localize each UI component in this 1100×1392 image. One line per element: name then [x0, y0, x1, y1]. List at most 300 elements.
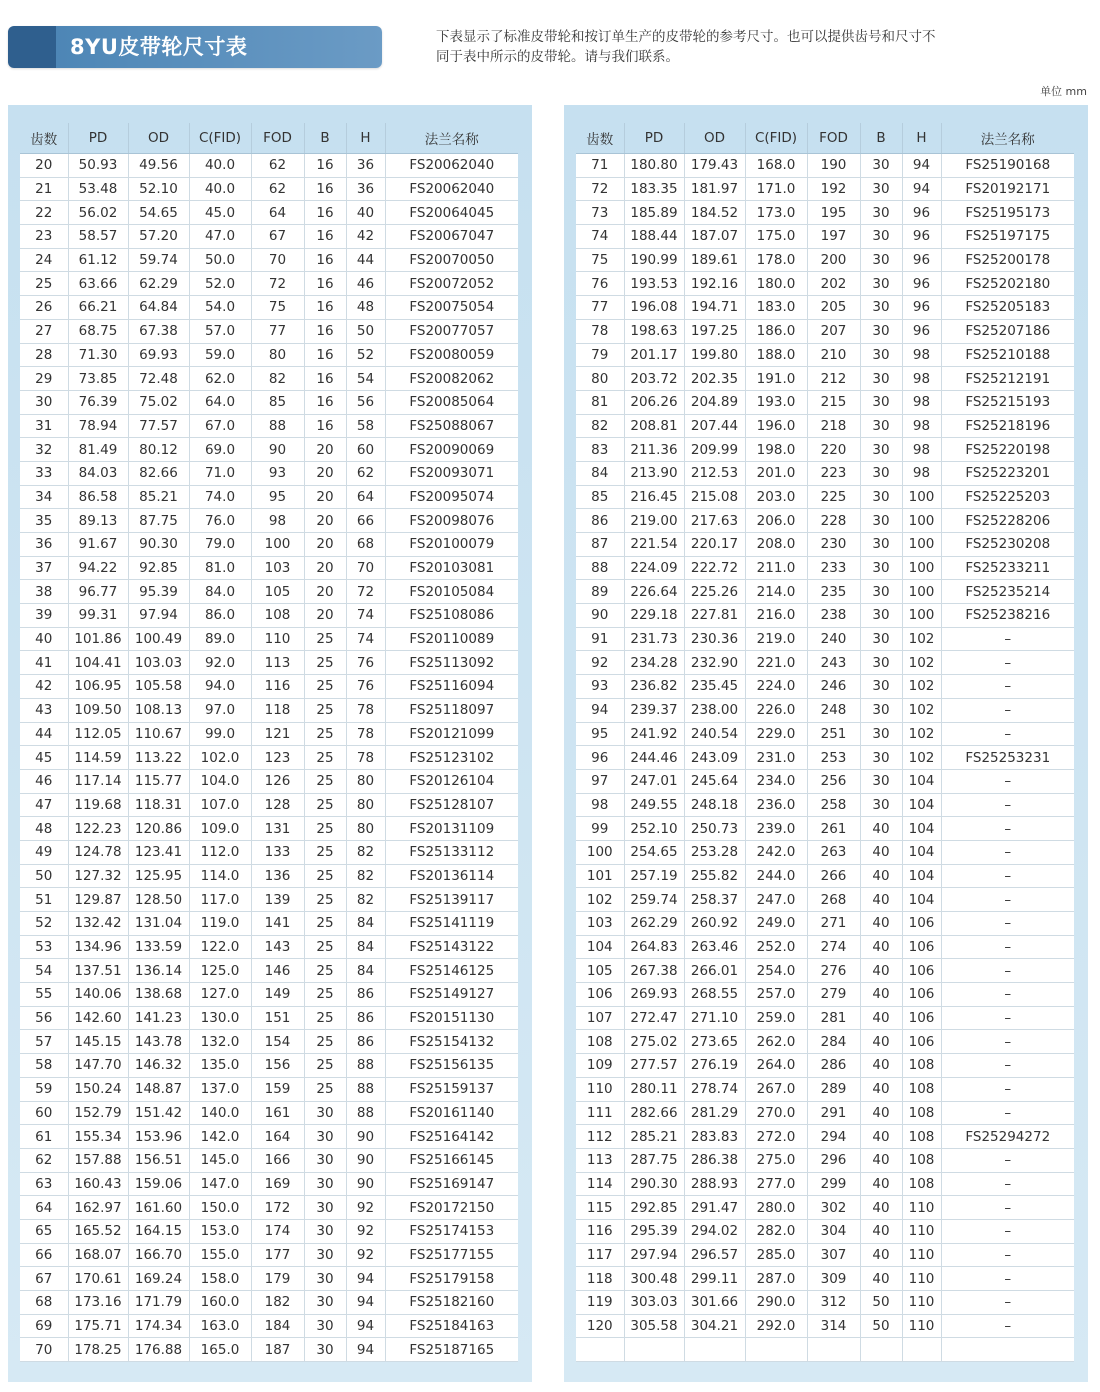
table-row — [576, 533, 1074, 557]
cell-teeth: 82 — [576, 414, 624, 438]
cell-fod: 82 — [251, 367, 304, 391]
cell-teeth: 39 — [20, 604, 68, 628]
cell-fod: 121 — [251, 722, 304, 746]
table-row — [576, 1243, 1074, 1267]
cell-b: 40 — [860, 864, 902, 888]
cell-pd: 94.22 — [68, 556, 128, 580]
cell-od: 100.49 — [128, 627, 189, 651]
cell-flange-name: FS25228206 — [941, 509, 1074, 533]
table-row — [576, 651, 1074, 675]
cell-teeth: 88 — [576, 556, 624, 580]
table-row — [576, 1172, 1074, 1196]
cell-c-fid: 86.0 — [189, 604, 251, 628]
cell-c-fid: 198.0 — [745, 438, 807, 462]
table-header — [20, 123, 518, 154]
cell-od: 225.26 — [684, 580, 745, 604]
cell-c-fid: 191.0 — [745, 367, 807, 391]
cell-flange-name: FS25141119 — [385, 912, 518, 936]
cell-c-fid: 135.0 — [189, 1054, 251, 1078]
table-row — [576, 1338, 1074, 1362]
cell-h: 102 — [902, 722, 941, 746]
cell-fod: 103 — [251, 556, 304, 580]
cell-h: 46 — [346, 272, 385, 296]
cell-flange-name: FS25149127 — [385, 983, 518, 1007]
table-row — [20, 1196, 518, 1220]
cell-teeth: 41 — [20, 651, 68, 675]
table-row — [20, 651, 518, 675]
cell-c-fid: 142.0 — [189, 1125, 251, 1149]
cell-h: 66 — [346, 509, 385, 533]
cell-h: 108 — [902, 1172, 941, 1196]
cell-od: 133.59 — [128, 935, 189, 959]
pulley-table-right — [576, 123, 1074, 1362]
cell-flange-name: FS20093071 — [385, 461, 518, 485]
cell-od: 238.00 — [684, 698, 745, 722]
cell-c-fid: 107.0 — [189, 793, 251, 817]
header-teeth: 齿数 — [20, 123, 68, 154]
cell-h: 48 — [346, 296, 385, 320]
table-row — [20, 746, 518, 770]
cell-pd: 96.77 — [68, 580, 128, 604]
cell-od: 202.35 — [684, 367, 745, 391]
cell-h: 104 — [902, 888, 941, 912]
cell-flange-name: – — [941, 698, 1074, 722]
cell-teeth: 80 — [576, 367, 624, 391]
cell-pd: 292.85 — [624, 1196, 684, 1220]
cell-b: 20 — [304, 438, 346, 462]
cell-pd: 226.64 — [624, 580, 684, 604]
cell-c-fid: 244.0 — [745, 864, 807, 888]
table-row — [576, 1219, 1074, 1243]
cell-fod: 172 — [251, 1196, 304, 1220]
cell-b: 40 — [860, 888, 902, 912]
cell-od: 194.71 — [684, 296, 745, 320]
cell-od: 64.84 — [128, 296, 189, 320]
title-banner — [8, 26, 382, 68]
cell-fod: 110 — [251, 627, 304, 651]
cell-flange-name: FS25197175 — [941, 225, 1074, 249]
table-row — [576, 959, 1074, 983]
cell-b: 25 — [304, 888, 346, 912]
cell-flange-name: FS25238216 — [941, 604, 1074, 628]
cell-teeth: 108 — [576, 1030, 624, 1054]
cell-flange-name: FS20067047 — [385, 225, 518, 249]
cell-teeth: 42 — [20, 675, 68, 699]
cell-b: 20 — [304, 556, 346, 580]
cell-od: 250.73 — [684, 817, 745, 841]
cell-h: 96 — [902, 248, 941, 272]
cell-fod: 261 — [807, 817, 860, 841]
cell-fod: 228 — [807, 509, 860, 533]
cell-h: 100 — [902, 580, 941, 604]
cell-teeth: 93 — [576, 675, 624, 699]
cell-fod: 136 — [251, 864, 304, 888]
cell-od: 304.21 — [684, 1314, 745, 1338]
table-row — [20, 675, 518, 699]
cell-b: 40 — [860, 817, 902, 841]
cell-pd: 137.51 — [68, 959, 128, 983]
cell-h: 106 — [902, 912, 941, 936]
cell-flange-name: – — [941, 651, 1074, 675]
cell-flange-name: – — [941, 675, 1074, 699]
cell-c-fid: 287.0 — [745, 1267, 807, 1291]
cell-teeth: 29 — [20, 367, 68, 391]
cell-fod: 72 — [251, 272, 304, 296]
cell-b: 25 — [304, 1077, 346, 1101]
cell-h: 80 — [346, 793, 385, 817]
cell-h: 70 — [346, 556, 385, 580]
cell-pd: 73.85 — [68, 367, 128, 391]
cell-flange-name: FS25182160 — [385, 1291, 518, 1315]
cell-h: 110 — [902, 1219, 941, 1243]
cell-c-fid: 130.0 — [189, 1006, 251, 1030]
header-b: B — [860, 123, 902, 154]
table-row — [20, 201, 518, 225]
cell-flange-name: FS25156135 — [385, 1054, 518, 1078]
cell-fod: 131 — [251, 817, 304, 841]
table-row — [576, 225, 1074, 249]
cell-teeth: 53 — [20, 935, 68, 959]
table-row — [20, 177, 518, 201]
cell-od: 77.57 — [128, 414, 189, 438]
cell-c-fid: 89.0 — [189, 627, 251, 651]
cell-od: 230.36 — [684, 627, 745, 651]
cell-od: 235.45 — [684, 675, 745, 699]
cell-pd: 206.26 — [624, 390, 684, 414]
cell-h: 80 — [346, 769, 385, 793]
cell-flange-name: FS25166145 — [385, 1148, 518, 1172]
cell-h: 92 — [346, 1243, 385, 1267]
cell-c-fid: 97.0 — [189, 698, 251, 722]
cell-h: 74 — [346, 604, 385, 628]
cell-teeth: 51 — [20, 888, 68, 912]
cell-pd: 122.23 — [68, 817, 128, 841]
cell-b: 16 — [304, 272, 346, 296]
cell-pd: 86.58 — [68, 485, 128, 509]
header-teeth: 齿数 — [576, 123, 624, 154]
cell-b: 40 — [860, 912, 902, 936]
cell-b: 25 — [304, 840, 346, 864]
cell-b: 25 — [304, 746, 346, 770]
cell-pd: 305.58 — [624, 1314, 684, 1338]
cell-od: 217.63 — [684, 509, 745, 533]
cell-fod: 161 — [251, 1101, 304, 1125]
cell-od: 266.01 — [684, 959, 745, 983]
cell-flange-name: FS25116094 — [385, 675, 518, 699]
cell-h — [902, 1338, 941, 1362]
cell-b: 30 — [304, 1148, 346, 1172]
cell-pd: 216.45 — [624, 485, 684, 509]
table-row — [20, 438, 518, 462]
cell-b: 40 — [860, 1101, 902, 1125]
cell-flange-name: FS25205183 — [941, 296, 1074, 320]
cell-fod: 123 — [251, 746, 304, 770]
cell-b: 30 — [860, 556, 902, 580]
cell-c-fid: 196.0 — [745, 414, 807, 438]
cell-b: 30 — [860, 390, 902, 414]
cell-teeth: 101 — [576, 864, 624, 888]
cell-teeth: 28 — [20, 343, 68, 367]
cell-pd: 145.15 — [68, 1030, 128, 1054]
cell-flange-name: – — [941, 769, 1074, 793]
cell-teeth: 22 — [20, 201, 68, 225]
cell-fod: 174 — [251, 1219, 304, 1243]
cell-c-fid: 153.0 — [189, 1219, 251, 1243]
cell-fod: 289 — [807, 1077, 860, 1101]
cell-c-fid: 84.0 — [189, 580, 251, 604]
cell-c-fid: 69.0 — [189, 438, 251, 462]
cell-od: 67.38 — [128, 319, 189, 343]
cell-fod: 251 — [807, 722, 860, 746]
cell-h: 96 — [902, 201, 941, 225]
cell-teeth: 70 — [20, 1338, 68, 1362]
cell-fod: 279 — [807, 983, 860, 1007]
cell-teeth: 74 — [576, 225, 624, 249]
table-panel-right — [564, 105, 1088, 1382]
table-row — [20, 1077, 518, 1101]
cell-h: 98 — [902, 461, 941, 485]
cell-teeth: 100 — [576, 840, 624, 864]
cell-teeth: 67 — [20, 1267, 68, 1291]
cell-c-fid: 214.0 — [745, 580, 807, 604]
cell-flange-name: FS20062040 — [385, 177, 518, 201]
cell-flange-name: FS20072052 — [385, 272, 518, 296]
cell-flange-name: – — [941, 840, 1074, 864]
cell-pd: 219.00 — [624, 509, 684, 533]
cell-teeth: 21 — [20, 177, 68, 201]
cell-h: 92 — [346, 1219, 385, 1243]
cell-pd: 91.67 — [68, 533, 128, 557]
cell-teeth: 25 — [20, 272, 68, 296]
cell-c-fid: 50.0 — [189, 248, 251, 272]
cell-pd: 147.70 — [68, 1054, 128, 1078]
table-row — [20, 485, 518, 509]
cell-flange-name: – — [941, 983, 1074, 1007]
cell-od: 169.24 — [128, 1267, 189, 1291]
cell-b: 30 — [860, 414, 902, 438]
cell-flange-name: FS25195173 — [941, 201, 1074, 225]
cell-teeth: 95 — [576, 722, 624, 746]
cell-flange-name: FS20105084 — [385, 580, 518, 604]
header-b: B — [304, 123, 346, 154]
cell-od: 103.03 — [128, 651, 189, 675]
cell-od: 232.90 — [684, 651, 745, 675]
cell-fod: 256 — [807, 769, 860, 793]
cell-c-fid: 229.0 — [745, 722, 807, 746]
cell-pd: 297.94 — [624, 1243, 684, 1267]
cell-fod: 98 — [251, 509, 304, 533]
cell-c-fid: 280.0 — [745, 1196, 807, 1220]
header-flange-name: 法兰名称 — [941, 123, 1074, 154]
cell-fod: 197 — [807, 225, 860, 249]
cell-teeth: 61 — [20, 1125, 68, 1149]
cell-h: 110 — [902, 1267, 941, 1291]
cell-fod: 248 — [807, 698, 860, 722]
cell-b: 25 — [304, 675, 346, 699]
cell-flange-name: – — [941, 793, 1074, 817]
cell-od: 176.88 — [128, 1338, 189, 1362]
cell-pd: 180.80 — [624, 154, 684, 178]
cell-c-fid: 137.0 — [189, 1077, 251, 1101]
page-title: 8YU皮带轮尺寸表 — [70, 35, 248, 59]
cell-fod: 149 — [251, 983, 304, 1007]
cell-flange-name: FS25139117 — [385, 888, 518, 912]
cell-pd: 213.90 — [624, 461, 684, 485]
cell-h: 92 — [346, 1196, 385, 1220]
cell-c-fid: 67.0 — [189, 414, 251, 438]
cell-h: 86 — [346, 1030, 385, 1054]
cell-pd: 262.29 — [624, 912, 684, 936]
table-row — [20, 864, 518, 888]
cell-b: 30 — [860, 438, 902, 462]
table-row — [20, 1338, 518, 1362]
cell-b: 20 — [304, 485, 346, 509]
cell-teeth: 105 — [576, 959, 624, 983]
cell-b: 16 — [304, 367, 346, 391]
table-row — [576, 1267, 1074, 1291]
cell-teeth: 65 — [20, 1219, 68, 1243]
cell-flange-name: FS20161140 — [385, 1101, 518, 1125]
cell-od: 153.96 — [128, 1125, 189, 1149]
cell-pd: 247.01 — [624, 769, 684, 793]
cell-flange-name: FS25133112 — [385, 840, 518, 864]
cell-c-fid: 264.0 — [745, 1054, 807, 1078]
cell-h: 62 — [346, 461, 385, 485]
table-body — [20, 154, 518, 1362]
cell-flange-name: FS25146125 — [385, 959, 518, 983]
cell-teeth: 97 — [576, 769, 624, 793]
cell-flange-name: FS25123102 — [385, 746, 518, 770]
cell-flange-name: – — [941, 1314, 1074, 1338]
table-row — [20, 698, 518, 722]
cell-fod: 286 — [807, 1054, 860, 1078]
cell-b: 25 — [304, 817, 346, 841]
cell-flange-name: FS25179158 — [385, 1267, 518, 1291]
cell-fod: 215 — [807, 390, 860, 414]
cell-teeth: 33 — [20, 461, 68, 485]
cell-teeth: 86 — [576, 509, 624, 533]
cell-c-fid: 226.0 — [745, 698, 807, 722]
cell-teeth: 58 — [20, 1054, 68, 1078]
cell-pd: 68.75 — [68, 319, 128, 343]
cell-b: 30 — [860, 533, 902, 557]
cell-teeth: 89 — [576, 580, 624, 604]
cell-od: 85.21 — [128, 485, 189, 509]
cell-flange-name: FS25230208 — [941, 533, 1074, 557]
cell-c-fid: 282.0 — [745, 1219, 807, 1243]
table-row — [576, 367, 1074, 391]
cell-fod: 291 — [807, 1101, 860, 1125]
table-row — [20, 1314, 518, 1338]
cell-b: 30 — [860, 509, 902, 533]
header-fod: FOD — [251, 123, 304, 154]
cell-c-fid: 275.0 — [745, 1148, 807, 1172]
cell-b: 30 — [860, 319, 902, 343]
cell-b: 30 — [860, 296, 902, 320]
cell-od: 271.10 — [684, 1006, 745, 1030]
cell-od: 291.47 — [684, 1196, 745, 1220]
cell-h: 36 — [346, 154, 385, 178]
table-row — [20, 509, 518, 533]
table-row — [576, 201, 1074, 225]
cell-fod: 281 — [807, 1006, 860, 1030]
cell-h: 78 — [346, 722, 385, 746]
cell-teeth: 27 — [20, 319, 68, 343]
cell-h: 82 — [346, 888, 385, 912]
cell-od: 110.67 — [128, 722, 189, 746]
table-row — [576, 438, 1074, 462]
table-row — [20, 1054, 518, 1078]
cell-pd: 224.09 — [624, 556, 684, 580]
cell-flange-name: FS25143122 — [385, 935, 518, 959]
cell-flange-name: – — [941, 1054, 1074, 1078]
cell-fod: 64 — [251, 201, 304, 225]
cell-h: 102 — [902, 651, 941, 675]
cell-h: 58 — [346, 414, 385, 438]
cell-c-fid: 178.0 — [745, 248, 807, 272]
cell-fod: 202 — [807, 272, 860, 296]
cell-flange-name: FS25128107 — [385, 793, 518, 817]
cell-c-fid: 94.0 — [189, 675, 251, 699]
cell-teeth: 26 — [20, 296, 68, 320]
cell-pd: 109.50 — [68, 698, 128, 722]
cell-pd: 196.08 — [624, 296, 684, 320]
table-row — [576, 580, 1074, 604]
cell-c-fid: 62.0 — [189, 367, 251, 391]
cell-h: 64 — [346, 485, 385, 509]
cell-flange-name: FS25235214 — [941, 580, 1074, 604]
table-row — [20, 1267, 518, 1291]
cell-h: 60 — [346, 438, 385, 462]
cell-flange-name: – — [941, 935, 1074, 959]
cell-b: 30 — [860, 698, 902, 722]
cell-b: 40 — [860, 840, 902, 864]
cell-flange-name: FS20080059 — [385, 343, 518, 367]
cell-od: 75.02 — [128, 390, 189, 414]
cell-b: 30 — [860, 343, 902, 367]
table-row — [20, 840, 518, 864]
cell-fod: 294 — [807, 1125, 860, 1149]
cell-flange-name: – — [941, 1172, 1074, 1196]
cell-h: 80 — [346, 817, 385, 841]
cell-pd: 244.46 — [624, 746, 684, 770]
cell-flange-name: FS25210188 — [941, 343, 1074, 367]
cell-b: 25 — [304, 769, 346, 793]
cell-h: 56 — [346, 390, 385, 414]
cell-fod: 128 — [251, 793, 304, 817]
cell-b: 25 — [304, 864, 346, 888]
cell-teeth: 119 — [576, 1291, 624, 1315]
cell-flange-name: FS20077057 — [385, 319, 518, 343]
cell-h: 108 — [902, 1077, 941, 1101]
cell-fod: 85 — [251, 390, 304, 414]
cell-b: 40 — [860, 935, 902, 959]
cell-c-fid: 242.0 — [745, 840, 807, 864]
cell-b: 30 — [860, 793, 902, 817]
cell-c-fid: 57.0 — [189, 319, 251, 343]
cell-h: 106 — [902, 959, 941, 983]
cell-c-fid: 257.0 — [745, 983, 807, 1007]
table-body — [576, 154, 1074, 1362]
cell-b: 20 — [304, 580, 346, 604]
cell-h: 94 — [346, 1314, 385, 1338]
cell-b: 40 — [860, 1196, 902, 1220]
cell-teeth: 47 — [20, 793, 68, 817]
cell-flange-name: – — [941, 817, 1074, 841]
cell-b: 30 — [860, 627, 902, 651]
cell-od: 227.81 — [684, 604, 745, 628]
cell-b: 25 — [304, 935, 346, 959]
